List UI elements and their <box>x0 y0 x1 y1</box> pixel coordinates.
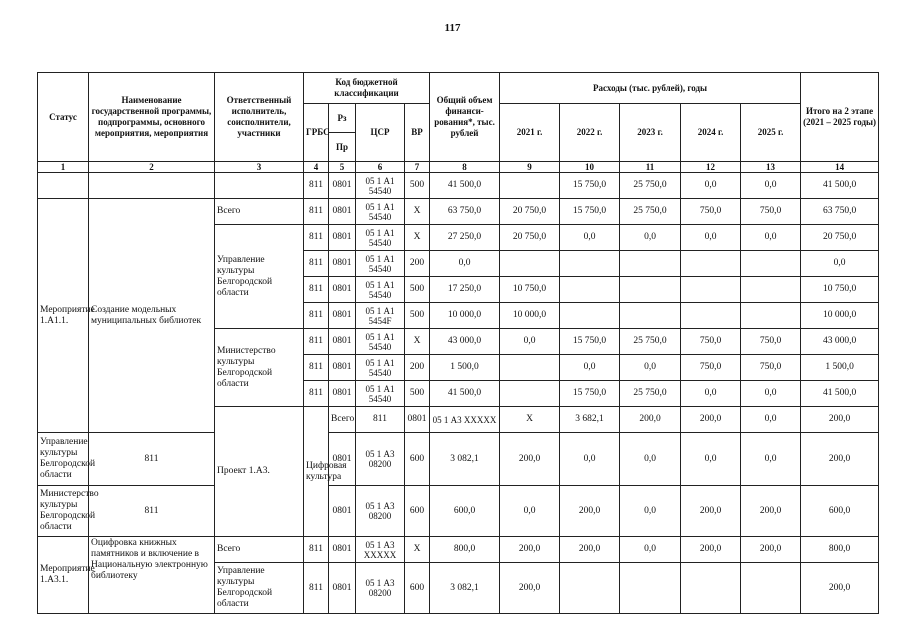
header-csr: ЦСР <box>356 104 405 162</box>
table-row <box>38 173 879 199</box>
responsible-cell: Министерство культуры Белгородской области <box>38 486 89 537</box>
year-2021-cell: 0,0 <box>500 486 560 537</box>
csr-cell: 05 1 А1 54540 <box>356 329 405 355</box>
vr-cell: 600 <box>405 563 430 614</box>
year-2023-cell: 25 750,0 <box>620 173 681 199</box>
year-2023-cell: 0,0 <box>741 407 801 433</box>
vr-cell: 600 <box>405 486 430 537</box>
year-2022-cell <box>560 563 620 614</box>
year-2024-cell: 0,0 <box>681 225 741 251</box>
grbs-cell: 811 <box>304 381 329 407</box>
year-2024-cell <box>681 563 741 614</box>
column-number: 13 <box>741 162 801 173</box>
header-itogo: Итого на 2 этапе (2021 – 2025 годы) <box>801 73 879 162</box>
grbs-cell: 811 <box>304 251 329 277</box>
year-2021-cell: 200,0 <box>620 407 681 433</box>
year-2022-cell <box>560 277 620 303</box>
page-number: 117 <box>444 22 461 34</box>
itogo-cell: 200,0 <box>801 433 879 486</box>
rz-pr-cell: 0801 <box>329 251 356 277</box>
responsible-cell: Министерство культуры Белгородской области <box>215 329 304 407</box>
table-row <box>38 537 879 563</box>
grbs-cell: 811 <box>304 277 329 303</box>
year-2024-cell: 200,0 <box>681 486 741 537</box>
total-cell: 17 250,0 <box>430 277 500 303</box>
csr-cell: 05 1 А3 ХХХХХ <box>356 537 405 563</box>
grbs-cell: 811 <box>89 433 215 486</box>
year-2024-cell: 0,0 <box>681 433 741 486</box>
year-2023-cell: 25 750,0 <box>620 381 681 407</box>
year-2022-cell: 0,0 <box>560 355 620 381</box>
table-row <box>38 433 879 486</box>
year-2021-cell: 10 000,0 <box>500 303 560 329</box>
csr-cell: 05 1 А3 08200 <box>356 563 405 614</box>
year-2024-cell: 0,0 <box>681 381 741 407</box>
vr-cell: Х <box>405 537 430 563</box>
itogo-cell: 1 500,0 <box>801 355 879 381</box>
header-pr: Пр <box>329 133 356 162</box>
rz-pr-cell: 0801 <box>405 407 430 433</box>
itogo-cell: 20 750,0 <box>801 225 879 251</box>
year-2025-cell: 0,0 <box>741 433 801 486</box>
vr-cell: Х <box>405 199 430 225</box>
year-2021-cell <box>500 251 560 277</box>
year-2024-cell <box>681 251 741 277</box>
year-2024-cell: 200,0 <box>801 407 879 433</box>
itogo-cell: 0,0 <box>801 251 879 277</box>
total-cell: 63 750,0 <box>430 199 500 225</box>
year-2023-cell <box>620 277 681 303</box>
csr-cell: 05 1 А1 54540 <box>356 277 405 303</box>
csr-cell: 05 1 А1 54540 <box>356 251 405 277</box>
itogo-cell: 63 750,0 <box>801 199 879 225</box>
year-2021-cell: 0,0 <box>500 329 560 355</box>
total-cell: 10 000,0 <box>430 303 500 329</box>
csr-cell: 05 1 А1 54540 <box>356 199 405 225</box>
grbs-cell: 811 <box>304 173 329 199</box>
column-number: 12 <box>681 162 741 173</box>
rz-pr-cell: 0801 <box>329 381 356 407</box>
year-2022-cell: 15 750,0 <box>560 199 620 225</box>
rz-pr-cell: 0801 <box>329 329 356 355</box>
year-2025-cell: 0,0 <box>741 381 801 407</box>
column-number: 2 <box>89 162 215 173</box>
header-status: Статус <box>38 73 89 162</box>
grbs-cell: 811 <box>304 225 329 251</box>
year-2021-cell <box>500 355 560 381</box>
header-2025: 2025 г. <box>741 104 801 162</box>
total-cell: 600,0 <box>430 486 500 537</box>
itogo-cell: 10 750,0 <box>801 277 879 303</box>
name-cell: Цифровая культура <box>304 407 329 537</box>
column-number: 8 <box>430 162 500 173</box>
grbs-cell: 811 <box>304 537 329 563</box>
year-2021-cell: 200,0 <box>500 433 560 486</box>
year-2021-cell: 200,0 <box>500 563 560 614</box>
header-total-volume: Общий объем финанси-рования*, тыс. рублей <box>430 73 500 162</box>
year-2021-cell: 200,0 <box>500 537 560 563</box>
total-cell: 41 500,0 <box>430 381 500 407</box>
vr-cell: 500 <box>405 173 430 199</box>
header-2023: 2023 г. <box>620 104 681 162</box>
header-budget-code: Код бюджетной классификации <box>304 73 430 104</box>
year-2024-cell: 200,0 <box>681 537 741 563</box>
total-cell: 1 500,0 <box>430 355 500 381</box>
column-number: 6 <box>356 162 405 173</box>
rz-pr-cell: 0801 <box>329 225 356 251</box>
header-grbs: ГРБС <box>304 104 329 162</box>
itogo-cell: 41 500,0 <box>801 381 879 407</box>
year-2024-cell: 750,0 <box>681 355 741 381</box>
year-2025-cell <box>741 563 801 614</box>
vr-cell: 500 <box>405 277 430 303</box>
rz-pr-cell: 0801 <box>329 303 356 329</box>
column-number: 3 <box>215 162 304 173</box>
year-2022-cell: 0,0 <box>560 433 620 486</box>
status-cell: Мероприятие 1.А1.1. <box>38 199 89 433</box>
responsible-cell: Всего <box>215 199 304 225</box>
csr-cell: 05 1 А1 54540 <box>356 173 405 199</box>
year-2022-cell <box>560 303 620 329</box>
year-2023-cell: 25 750,0 <box>620 199 681 225</box>
rz-pr-cell: 0801 <box>329 173 356 199</box>
rz-pr-cell: 0801 <box>329 537 356 563</box>
year-2023-cell: 0,0 <box>620 486 681 537</box>
table-body <box>38 173 879 614</box>
itogo-cell: 800,0 <box>801 537 879 563</box>
year-2021-cell <box>500 173 560 199</box>
column-number: 4 <box>304 162 329 173</box>
year-2022-cell: 200,0 <box>560 537 620 563</box>
column-number: 11 <box>620 162 681 173</box>
year-2024-cell: 0,0 <box>681 173 741 199</box>
responsible-cell: Управление культуры Белгородской области <box>215 563 304 614</box>
csr-cell: 05 1 А1 54540 <box>356 355 405 381</box>
year-2025-cell: 750,0 <box>741 199 801 225</box>
vr-cell: Х <box>405 225 430 251</box>
total-cell: 800,0 <box>430 537 500 563</box>
status-cell <box>38 173 89 199</box>
column-number: 14 <box>801 162 879 173</box>
rz-pr-cell: 0801 <box>329 433 356 486</box>
itogo-cell: 200,0 <box>801 563 879 614</box>
year-2023-cell <box>620 563 681 614</box>
grbs-cell: 811 <box>89 486 215 537</box>
header-responsible: Ответственный исполнитель, соисполнители, участники <box>215 73 304 162</box>
vr-cell: 200 <box>405 355 430 381</box>
column-numbers-row <box>38 162 879 173</box>
responsible-cell: Управление культуры Белгородской области <box>38 433 89 486</box>
year-2025-cell: 0,0 <box>741 173 801 199</box>
responsible-cell: Управление культуры Белгородской области <box>215 225 304 329</box>
csr-cell: 05 1 А1 5454F <box>356 303 405 329</box>
year-2025-cell <box>741 277 801 303</box>
year-2025-cell: 200,0 <box>741 486 801 537</box>
vr-cell: 600 <box>405 433 430 486</box>
year-2021-cell: 10 750,0 <box>500 277 560 303</box>
total-cell: 3 082,1 <box>430 563 500 614</box>
total-cell: 43 000,0 <box>430 329 500 355</box>
year-2024-cell <box>681 277 741 303</box>
responsible-cell <box>215 173 304 199</box>
total-cell: 41 500,0 <box>430 173 500 199</box>
csr-cell: 05 1 А3 ХХХХХ <box>430 407 500 433</box>
header-name: Наименование государственной программы, подпрограммы, основного мероприятия, мероприятия <box>89 73 215 162</box>
header-rz: Рз <box>329 104 356 133</box>
year-2025-cell: 750,0 <box>741 355 801 381</box>
rz-pr-cell: 0801 <box>329 199 356 225</box>
header-expenses: Расходы (тыс. рублей), годы <box>500 73 801 104</box>
vr-cell: 200 <box>405 251 430 277</box>
grbs-cell: 811 <box>304 355 329 381</box>
year-2023-cell: 0,0 <box>620 225 681 251</box>
column-number: 9 <box>500 162 560 173</box>
year-2023-cell: 0,0 <box>620 355 681 381</box>
year-2023-cell: 25 750,0 <box>620 329 681 355</box>
itogo-cell: 10 000,0 <box>801 303 879 329</box>
header-vr: ВР <box>405 104 430 162</box>
itogo-cell: 43 000,0 <box>801 329 879 355</box>
year-2023-cell: 0,0 <box>620 433 681 486</box>
table-row <box>38 199 879 225</box>
table-row <box>38 486 879 537</box>
itogo-cell: 600,0 <box>801 486 879 537</box>
rz-pr-cell: 0801 <box>329 563 356 614</box>
name-cell: Оцифровка книжных памятников и включение в Национальную электронную библиотеку <box>89 537 215 614</box>
responsible-cell: Всего <box>329 407 356 433</box>
year-2022-cell: 15 750,0 <box>560 381 620 407</box>
year-2022-cell: 200,0 <box>560 486 620 537</box>
csr-cell: 05 1 А3 08200 <box>356 433 405 486</box>
year-2021-cell: 20 750,0 <box>500 199 560 225</box>
year-2025-cell <box>741 251 801 277</box>
itogo-cell: 41 500,0 <box>801 173 879 199</box>
column-number: 7 <box>405 162 430 173</box>
total-cell: 27 250,0 <box>430 225 500 251</box>
vr-cell: Х <box>500 407 560 433</box>
column-number: 1 <box>38 162 89 173</box>
name-cell: Создание модельных муниципальных библиотек <box>89 199 215 433</box>
year-2025-cell: 200,0 <box>741 537 801 563</box>
csr-cell: 05 1 А1 54540 <box>356 225 405 251</box>
year-2025-cell: 750,0 <box>741 329 801 355</box>
grbs-cell: 811 <box>356 407 405 433</box>
year-2023-cell <box>620 251 681 277</box>
year-2025-cell <box>741 303 801 329</box>
grbs-cell: 811 <box>304 329 329 355</box>
csr-cell: 05 1 А3 08200 <box>356 486 405 537</box>
year-2024-cell <box>681 303 741 329</box>
csr-cell: 05 1 А1 54540 <box>356 381 405 407</box>
responsible-cell: Всего <box>215 537 304 563</box>
grbs-cell: 811 <box>304 199 329 225</box>
rz-pr-cell: 0801 <box>329 277 356 303</box>
status-cell: Мероприятие 1.А3.1. <box>38 537 89 614</box>
vr-cell: Х <box>405 329 430 355</box>
status-cell: Проект 1.А3. <box>215 407 304 537</box>
year-2022-cell <box>560 251 620 277</box>
rz-pr-cell: 0801 <box>329 486 356 537</box>
header-2021: 2021 г. <box>500 104 560 162</box>
column-number: 10 <box>560 162 620 173</box>
budget-table <box>37 72 879 614</box>
table-header <box>38 73 879 173</box>
year-2022-cell: 200,0 <box>681 407 741 433</box>
year-2022-cell: 15 750,0 <box>560 329 620 355</box>
year-2025-cell: 0,0 <box>741 225 801 251</box>
year-2023-cell: 0,0 <box>620 537 681 563</box>
year-2021-cell <box>500 381 560 407</box>
total-cell: 3 682,1 <box>560 407 620 433</box>
year-2021-cell: 20 750,0 <box>500 225 560 251</box>
year-2022-cell: 15 750,0 <box>560 173 620 199</box>
name-cell <box>89 173 215 199</box>
column-number: 5 <box>329 162 356 173</box>
year-2024-cell: 750,0 <box>681 199 741 225</box>
vr-cell: 500 <box>405 381 430 407</box>
header-2022: 2022 г. <box>560 104 620 162</box>
grbs-cell: 811 <box>304 563 329 614</box>
year-2023-cell <box>620 303 681 329</box>
year-2022-cell: 0,0 <box>560 225 620 251</box>
header-2024: 2024 г. <box>681 104 741 162</box>
total-cell: 0,0 <box>430 251 500 277</box>
total-cell: 3 082,1 <box>430 433 500 486</box>
rz-pr-cell: 0801 <box>329 355 356 381</box>
vr-cell: 500 <box>405 303 430 329</box>
grbs-cell: 811 <box>304 303 329 329</box>
year-2024-cell: 750,0 <box>681 329 741 355</box>
